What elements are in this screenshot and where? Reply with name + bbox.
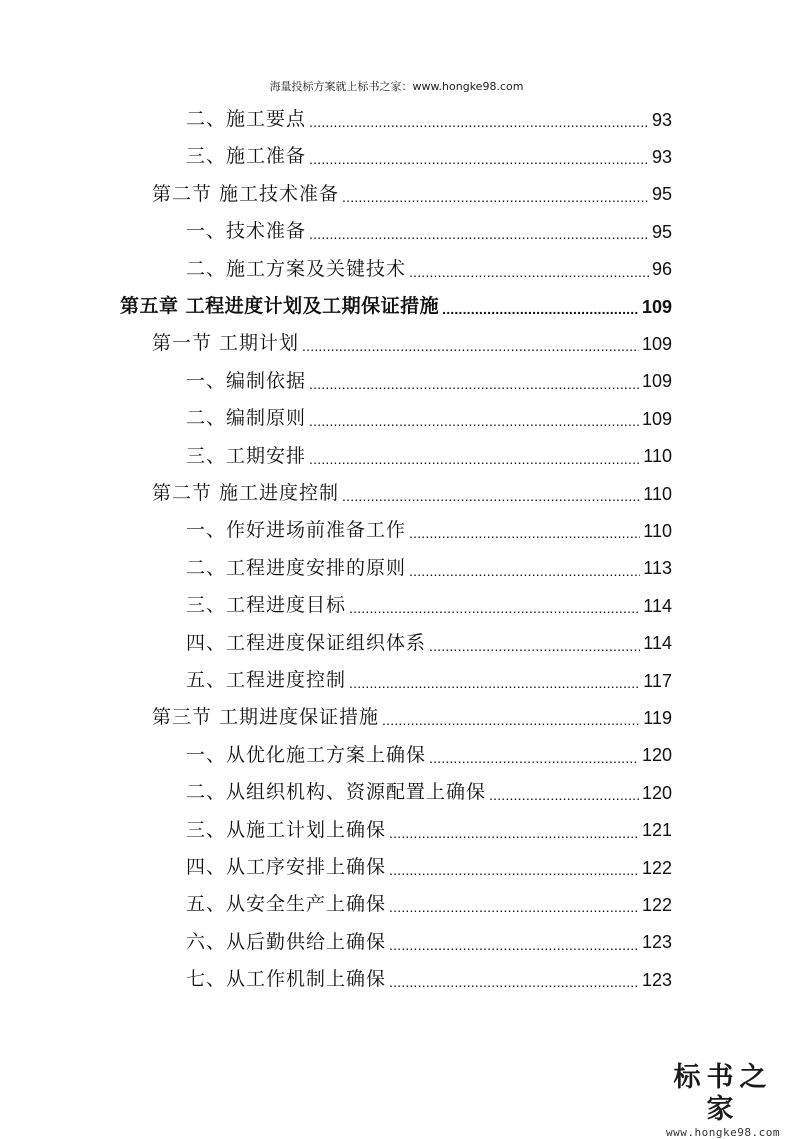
toc-subsection[interactable] [186,662,672,699]
toc-page-number: 120 [641,782,672,803]
dot-leader [409,260,649,279]
toc-entry-label: 二、施工要点 [186,108,307,130]
toc-section[interactable] [152,176,672,213]
toc-subsection[interactable] [186,849,672,886]
toc-entry-label: 二、施工方案及关键技术 [186,257,407,280]
toc-page-number: 120 [641,745,672,766]
toc-page-number: 123 [641,969,672,990]
toc-entry-label: 四、从工序安排上确保 [186,856,387,878]
dot-leader [389,970,639,989]
dot-leader [382,708,640,727]
toc-subsection[interactable] [186,550,672,587]
dot-leader [342,484,640,503]
dot-leader [409,521,640,540]
toc-section[interactable] [152,475,672,512]
toc-section[interactable] [152,699,672,736]
toc-subsection[interactable] [186,138,672,175]
site-logo [658,1062,788,1139]
toc-page-number: 114 [643,595,672,616]
toc-entry-label: 第二节 施工技术准备 [152,182,340,205]
toc-subsection[interactable] [186,512,672,549]
dot-leader [429,634,640,653]
dot-leader [309,447,640,466]
toc-entry-label: 第五章 工程进度计划及工期保证措施 [120,295,440,317]
toc-subsection[interactable] [186,886,672,923]
dot-leader [389,895,639,914]
logo-url: www.hongke98.com [666,1126,780,1139]
dot-leader [309,147,649,166]
toc-chapter[interactable] [120,288,672,325]
toc-page-number: 119 [643,707,672,728]
dot-leader [302,334,639,353]
toc-entry-label: 一、从优化施工方案上确保 [186,743,427,766]
toc-page-number: 109 [641,371,672,392]
toc-page-number: 122 [641,894,672,915]
toc-page-number: 121 [641,820,672,841]
dot-leader [349,596,640,615]
toc-subsection[interactable] [186,438,672,475]
toc-subsection[interactable] [186,251,672,288]
toc-page-number: 110 [643,483,672,504]
toc-page-number: 114 [643,633,672,654]
toc-entry-label: 二、编制原则 [186,407,307,430]
toc-entry-label: 四、工程进度保证组织体系 [186,631,427,654]
toc-page-number: 109 [641,333,672,354]
toc-subsection[interactable] [186,363,672,400]
toc-subsection[interactable] [186,587,672,624]
toc-subsection[interactable] [186,924,672,961]
toc-page-number: 95 [651,184,672,205]
toc-entry-label: 二、从组织机构、资源配置上确保 [186,781,487,804]
toc-page-number: 96 [651,259,672,280]
dot-leader [309,372,639,391]
toc-page-number: 113 [643,558,672,579]
page-header: 海量投标方案就上标书之家：www.hongke98.com [269,80,524,93]
toc-page-number: 93 [651,146,672,167]
dot-leader [309,110,649,129]
dot-leader [409,559,640,578]
toc-page-number: 95 [651,221,672,242]
toc-subsection[interactable] [186,101,672,138]
toc-subsection[interactable] [186,625,672,662]
toc-entry-label: 第二节 施工进度控制 [152,482,340,504]
toc-section[interactable] [152,325,672,362]
toc-subsection[interactable] [186,400,672,437]
toc-page-number: 123 [641,932,672,953]
toc-entry-label: 三、从施工计划上确保 [186,818,387,841]
toc-entry-label: 一、编制依据 [186,369,307,392]
toc-subsection[interactable] [186,774,672,811]
dot-leader [442,297,639,316]
dot-leader [389,821,639,840]
dot-leader [489,783,639,802]
toc-entry-label: 七、从工作机制上确保 [186,968,387,991]
toc-entry-label: 三、工程进度目标 [186,594,347,617]
toc-page-number: 110 [643,446,672,467]
toc-entry-label: 六、从后勤供给上确保 [186,930,387,953]
toc-subsection[interactable] [186,213,672,250]
toc-page-number: 110 [643,520,672,541]
dot-leader [389,933,639,952]
toc-entry-label: 三、施工准备 [186,145,307,168]
toc-entry-label: 第三节 工期进度保证措施 [152,706,380,729]
toc-page-number: 93 [651,109,672,130]
toc-subsection[interactable] [186,737,672,774]
toc-entry-label: 一、作好进场前准备工作 [186,519,407,542]
dot-leader [309,222,649,241]
dot-leader [342,185,649,204]
dot-leader [389,858,639,877]
dot-leader [349,671,640,690]
toc-entry-label: 一、技术准备 [186,220,307,243]
toc-subsection[interactable] [186,961,672,998]
dot-leader [309,409,639,428]
toc-entry-label: 五、工程进度控制 [186,669,347,691]
toc-entry-label: 二、工程进度安排的原则 [186,556,407,579]
toc-entry-label: 第一节 工期计划 [152,332,300,355]
toc-entry-label: 三、工期安排 [186,444,307,467]
logo-name: 标书之家 [673,1062,773,1125]
toc-page-number: 122 [641,857,672,878]
toc-page-number: 117 [643,670,672,691]
toc-page-number: 109 [641,408,672,429]
dot-leader [429,746,639,765]
toc-entry-label: 五、从安全生产上确保 [186,893,387,916]
toc-page-number: 109 [641,296,672,317]
toc-subsection[interactable] [186,812,672,849]
